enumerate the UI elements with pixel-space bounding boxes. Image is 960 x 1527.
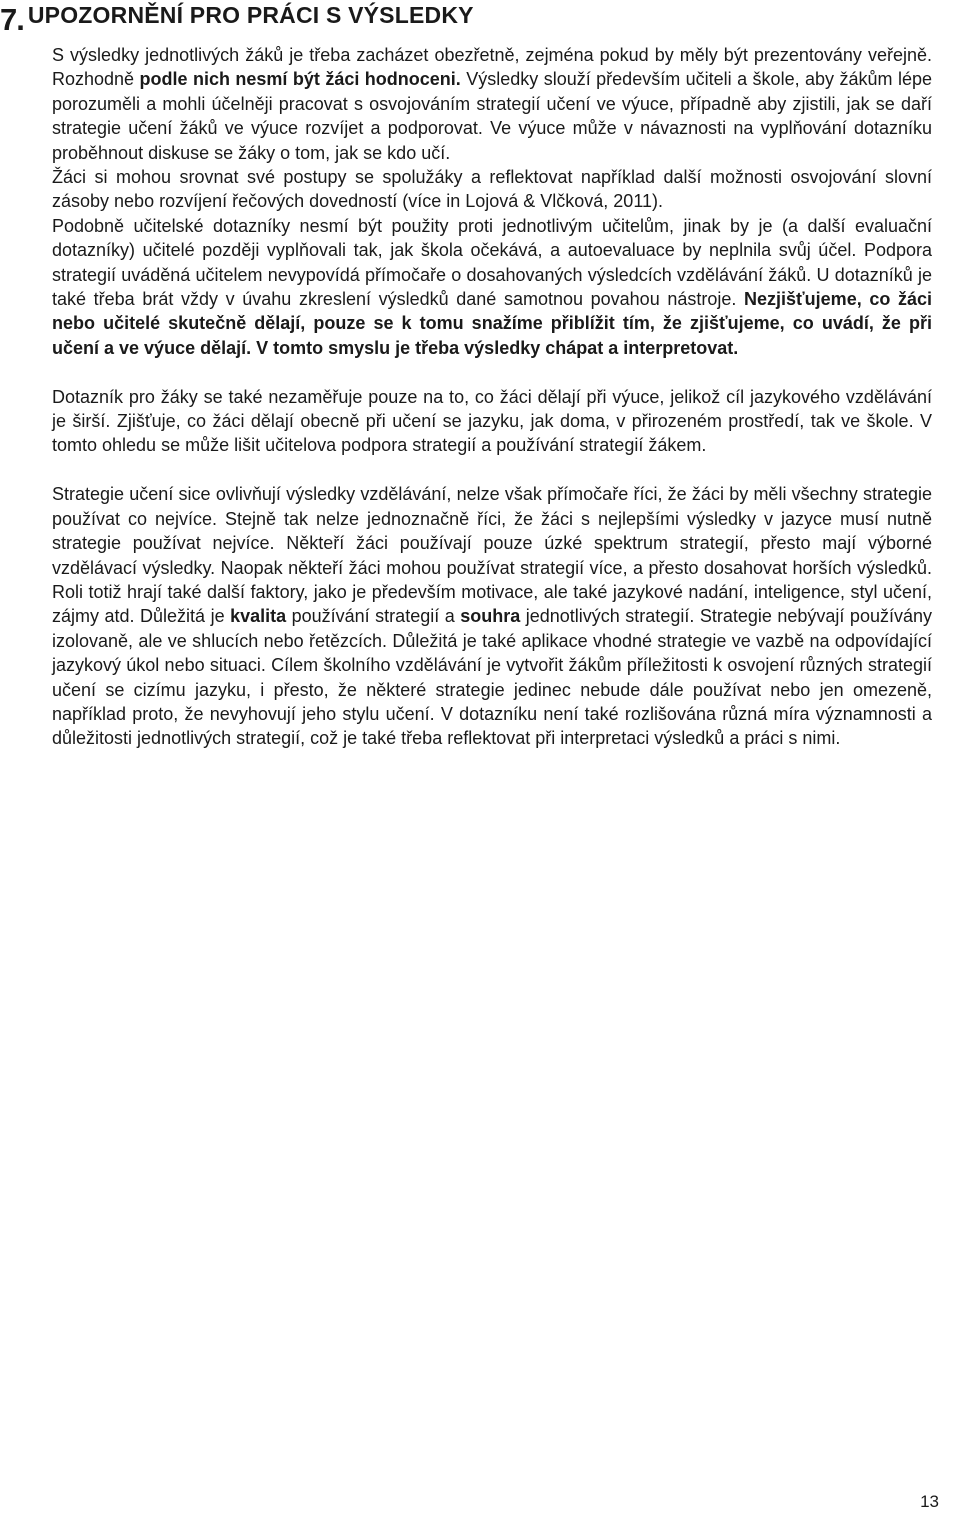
text-run: Výsledky slouží především učiteli a škole, aby žákům lépe porozuměli a mohli účelněji pracovat s osvojováním strategií učení ve výuce, případně aby zjistili, jak se daří strategie učení žáků ve výuce rozvíjet a podporovat. Ve výuce může v návaznosti na vyplňování dotazníku proběhnout diskuse se žáky o tom, jak se kdo učí. — [52, 69, 932, 163]
paragraph-4 — [52, 385, 932, 458]
section-number: 7. — [0, 2, 24, 37]
section-heading — [0, 0, 474, 40]
text-run: S výsledky jednotlivých žáků je třeba zacházet obezřetně, zejména pokud by měly být prezentovány veřejně. Rozhodně — [52, 45, 932, 90]
text-run: Žáci si mohou srovnat své postupy se spolužáky a reflektovat například další možnosti osvojování slovní zásoby nebo rozvíjení řečových dovedností (více in Lojová & Vlčková, 2011). — [52, 167, 932, 212]
section-title: UPOZORNĚNÍ PRO PRÁCI S VÝSLEDKY — [27, 2, 474, 28]
paragraph-3 — [52, 214, 932, 360]
bold-text-run: podle nich nesmí být žáci hodnoceni. — [139, 69, 461, 90]
paragraph-1 — [52, 43, 932, 165]
text-run: Strategie učení sice ovlivňují výsledky vzdělávání, nelze však přímočaře říci, že žáci by měli všechny strategie používat co nejvíce. Stejně tak nelze jednoznačně říci, že žáci s nejlepšími výsledky v jazyce musí nutně strategie používat nejvíce. Někteří žáci používají pouze úzké spektrum strategií, přesto mají výborné vzdělávací výsledky. Naopak někteří žáci mohou používat strategií více, a přesto dosahovat horších výsledků. Roli totiž hrají také další faktory, jako je především motivace, ale také jazykové nadání, inteligence, styl učení, zájmy atd. Důležitá je — [52, 484, 932, 627]
text-run: jednotlivých strategií. Strategie nebývají používány izolovaně, ale ve shlucích nebo řetězcích. Důležitá je také aplikace vhodné strategie ve vazbě na odpovídající jazykový úkol nebo situaci. Cílem školního vzdělávání je vytvořit žákům příležitosti k osvojení různých strategií učení se cizímu jazyku, i přesto, že některé strategie jedinec nebude dále používat nebo jen omezeně, například proto, že nevyhovují jeho stylu učení. V dotazníku není také rozlišována různá míra významnosti a důležitosti jednotlivých strategií, což je také třeba reflektovat při interpretaci výsledků a práci s nimi. — [52, 606, 932, 749]
paragraph-2 — [52, 165, 932, 214]
text-run: Dotazník pro žáky se také nezaměřuje pouze na to, co žáci dělají při výuce, jelikož cíl jazykového vzdělávání je širší. Zjišťuje, co žáci dělají obecně při učení se jazyku, jak doma, v přirozeném prostředí, tak ve škole. V tomto ohledu se může lišit učitelova podpora strategií a používání strategií žákem. — [52, 386, 932, 456]
bold-text-run: kvalita — [230, 606, 287, 627]
bold-text-run: souhra — [460, 606, 521, 627]
page-number: 13 — [920, 1492, 939, 1511]
text-run: používání strategií a — [286, 606, 461, 627]
text-run: Podobně učitelské dotazníky nesmí být použity proti jednotlivým učitelům, jinak by je (a další evaluační dotazníky) učitelé později vyplňovali tak, jak škola očekává, a autoevaluace by neplnila svůj účel. Podpora strategií uváděná učitelem nevypovídá přímočaře o dosahovaných výsledcích vzdělávání žáků. U dotazníků je také třeba brát vždy v úvahu zkreslení výsledků dané samotnou povahou nástroje. — [52, 215, 932, 310]
body-text — [52, 43, 932, 751]
bold-text-run: Nezjišťujeme, co žáci nebo učitelé skutečně dělají, pouze se k tomu snažíme přiblížit tím, že zjišťujeme, co uvádí, že při učení a ve výuce dělají. V tomto smyslu je třeba výsledky chápat a interpretovat. — [52, 289, 933, 358]
paragraph-5 — [52, 482, 932, 750]
